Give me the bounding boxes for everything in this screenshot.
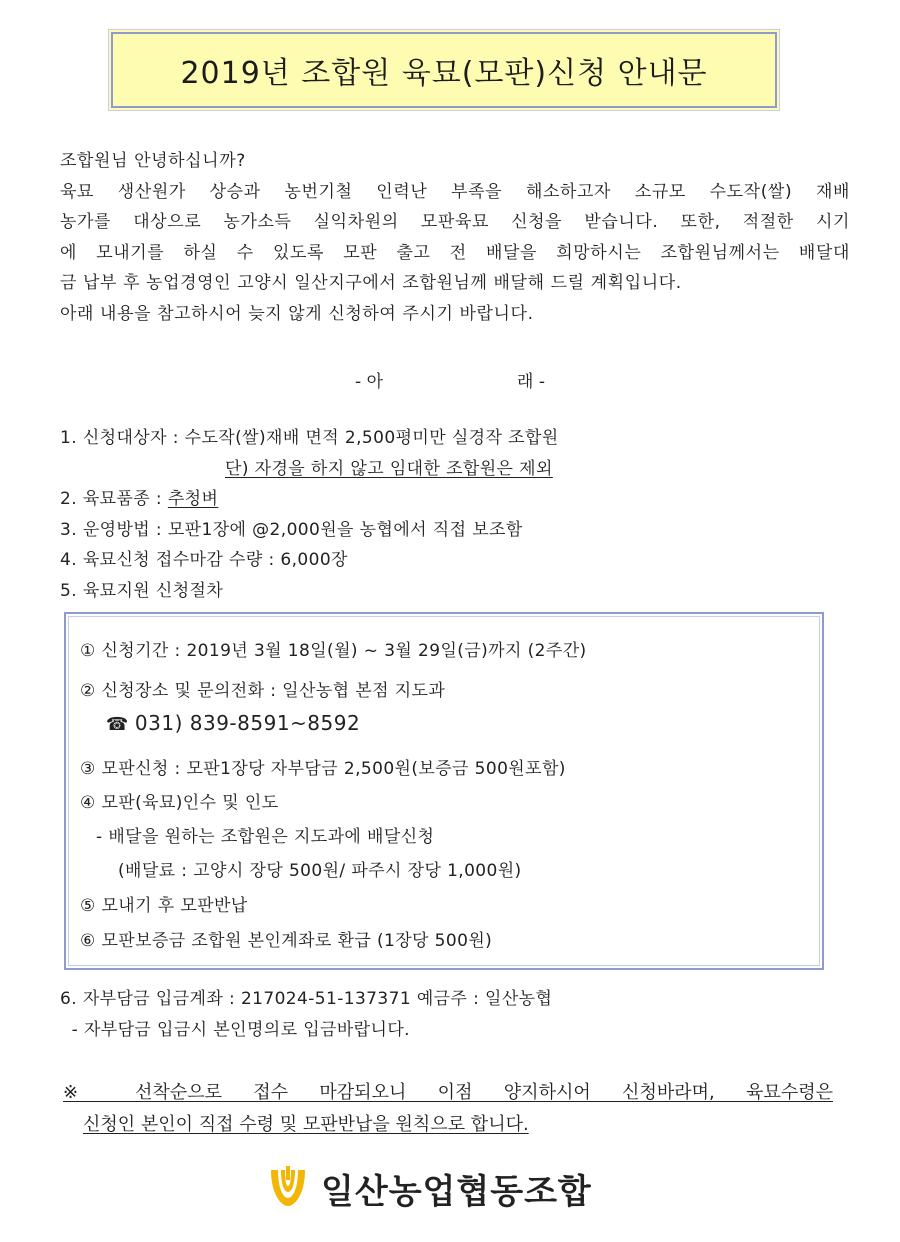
notice-line-1: ※ 선착순으로 접수 마감되오니 이점 양지하시어 신청바라며, 육묘수령은	[63, 1082, 833, 1103]
item-1: 1. 신청대상자 : 수도작(쌀)재배 면적 2,500평미만 실경작 조합원	[60, 428, 559, 448]
phone-number: 031) 839-8591~8592	[134, 711, 361, 735]
intro-line: 에 모내기를 하실 수 있도록 모판 출고 전 배달을 희망하시는 조합원님께서는 배달대	[60, 242, 850, 263]
item-1-note: 단) 자경을 하지 않고 임대한 조합원은 제외	[225, 458, 553, 479]
section-heading	[0, 367, 900, 392]
cooperative-logo	[265, 1162, 592, 1214]
phone-line	[106, 711, 360, 735]
procedure-step-2: ② 신청장소 및 문의전화 : 일산농협 본점 지도과	[80, 681, 446, 701]
intro-paragraph	[60, 146, 850, 329]
procedure-step-4-fee: (배달료 : 고양시 장당 500원/ 파주시 장당 1,000원)	[118, 861, 522, 881]
title-banner	[111, 32, 777, 108]
account-info	[60, 984, 850, 1046]
procedure-step-6: ⑥ 모판보증금 조합원 본인계좌로 환급 (1장당 500원)	[80, 931, 493, 951]
item-2-value: 추청벼	[167, 489, 219, 509]
item-2-label: 2. 육묘품종 :	[60, 489, 168, 509]
account-note: - 자부담금 입금시 본인명의로 입금바랍니다.	[60, 1020, 410, 1040]
nonghyup-emblem-icon	[265, 1164, 311, 1212]
telephone-icon: ☎	[106, 714, 129, 735]
notice-line-2: 신청인 본인이 직접 수령 및 모판반납을 원칙으로 합니다.	[83, 1114, 529, 1135]
procedure-step-1: ① 신청기간 : 2019년 3월 18일(월) ~ 3월 29일(금)까지 (2주간)	[80, 641, 587, 661]
item-list	[60, 423, 850, 606]
intro-line: 농가를 대상으로 농가소득 실익차원의 모판육묘 신청을 받습니다. 또한, 적절한 시기	[60, 212, 850, 232]
page-title: 2019년 조합원 육묘(모판)신청 안내문	[180, 56, 708, 91]
intro-line: 아래 내용을 참고하시어 늦지 않게 신청하여 주시기 바랍니다.	[60, 303, 534, 324]
item-3: 3. 운영방법 : 모판1장에 @2,000원을 농협에서 직접 보조함	[60, 519, 523, 540]
section-heading-left: - 아	[355, 372, 383, 392]
item-4: 4. 육묘신청 접수마감 수량 : 6,000장	[60, 550, 348, 570]
procedure-step-4-sub: - 배달을 원하는 조합원은 지도과에 배달신청	[96, 827, 435, 847]
section-heading-right: 래 -	[517, 372, 545, 392]
procedure-step-5: ⑤ 모내기 후 모판반납	[80, 896, 248, 916]
cooperative-name: 일산농업협동조합	[321, 1171, 592, 1212]
notice	[63, 1077, 833, 1141]
item-5: 5. 육묘지원 신청절차	[60, 580, 224, 601]
procedure-step-4: ④ 모판(육묘)인수 및 인도	[80, 793, 279, 813]
intro-line: 조합원님 안녕하십니까?	[60, 151, 246, 171]
procedure-step-3: ③ 모판신청 : 모판1장당 자부담금 2,500원(보증금 500원포함)	[80, 759, 566, 779]
intro-line: 육묘 생산원가 상승과 농번기철 인력난 부족을 해소하고자 소규모 수도작(쌀) 재배	[60, 181, 850, 202]
account-line: 6. 자부담금 입금계좌 : 217024-51-137371 예금주 : 일산농협	[60, 989, 553, 1009]
procedure-box	[64, 612, 824, 970]
item-2	[60, 484, 850, 515]
intro-line: 금 납부 후 농업경영인 고양시 일산지구에서 조합원님께 배달해 드릴 계획입니다.	[60, 273, 682, 293]
